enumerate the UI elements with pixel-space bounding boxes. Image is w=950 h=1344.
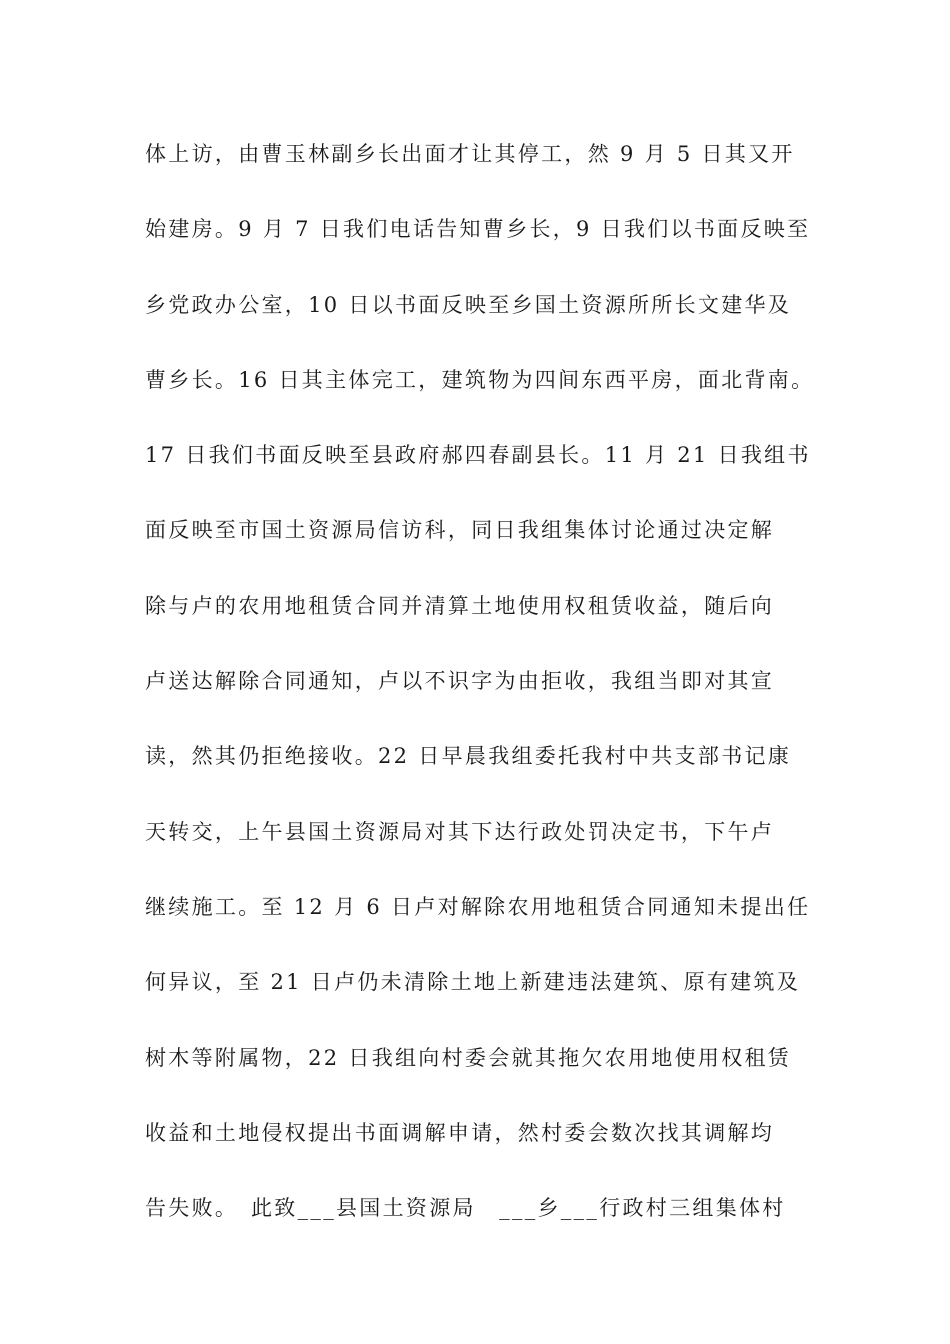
body-line-9: 读，然其仍拒绝接收。22 日早晨我组委托我村中共支部书记康 xyxy=(145,744,792,769)
body-line-7: 除与卢的农用地租赁合同并清算土地使用权租赁收益，随后向 xyxy=(145,593,775,618)
body-line-11: 继续施工。至 12 月 6 日卢对解除农用地租赁合同通知未提出任 xyxy=(145,894,811,919)
body-line-12: 何异议，至 21 日卢仍未清除土地上新建违法建筑、原有建筑及 xyxy=(145,970,801,995)
document-body xyxy=(145,128,825,1257)
body-line-8: 卢送达解除合同通知，卢以不识字为由拒收，我组当即对其宣 xyxy=(145,669,775,694)
body-line-6: 面反映至市国土资源局信访科，同日我组集体讨论通过决定解 xyxy=(145,518,775,543)
body-line-14: 收益和土地侵权提出书面调解申请，然村委会数次找其调解均 xyxy=(145,1120,775,1145)
body-line-4: 曹乡长。16 日其主体完工，建筑物为四间东西平房，面北背南。 xyxy=(145,367,815,392)
body-line-5: 17 日我们书面反映至县政府郝四春副县长。11 月 21 日我组书 xyxy=(145,443,811,468)
body-line-1: 体上访，由曹玉林副乡长出面才让其停工，然 9 月 5 日其又开 xyxy=(145,142,795,166)
body-line-2: 始建房。9 月 7 日我们电话告知曹乡长，9 日我们以书面反映至 xyxy=(145,217,811,242)
body-line-10: 天转交，上午县国土资源局对其下达行政处罚决定书，下午卢 xyxy=(145,819,775,844)
body-line-15: 告失败。 此致___县国土资源局 ___乡___行政村三组集体村 xyxy=(145,1196,786,1221)
body-line-13: 树木等附属物，22 日我组向村委会就其拖欠农用地使用权租赁 xyxy=(145,1045,792,1070)
body-line-3: 乡党政办公室，10 日以书面反映至乡国土资源所所长文建华及 xyxy=(145,292,792,317)
